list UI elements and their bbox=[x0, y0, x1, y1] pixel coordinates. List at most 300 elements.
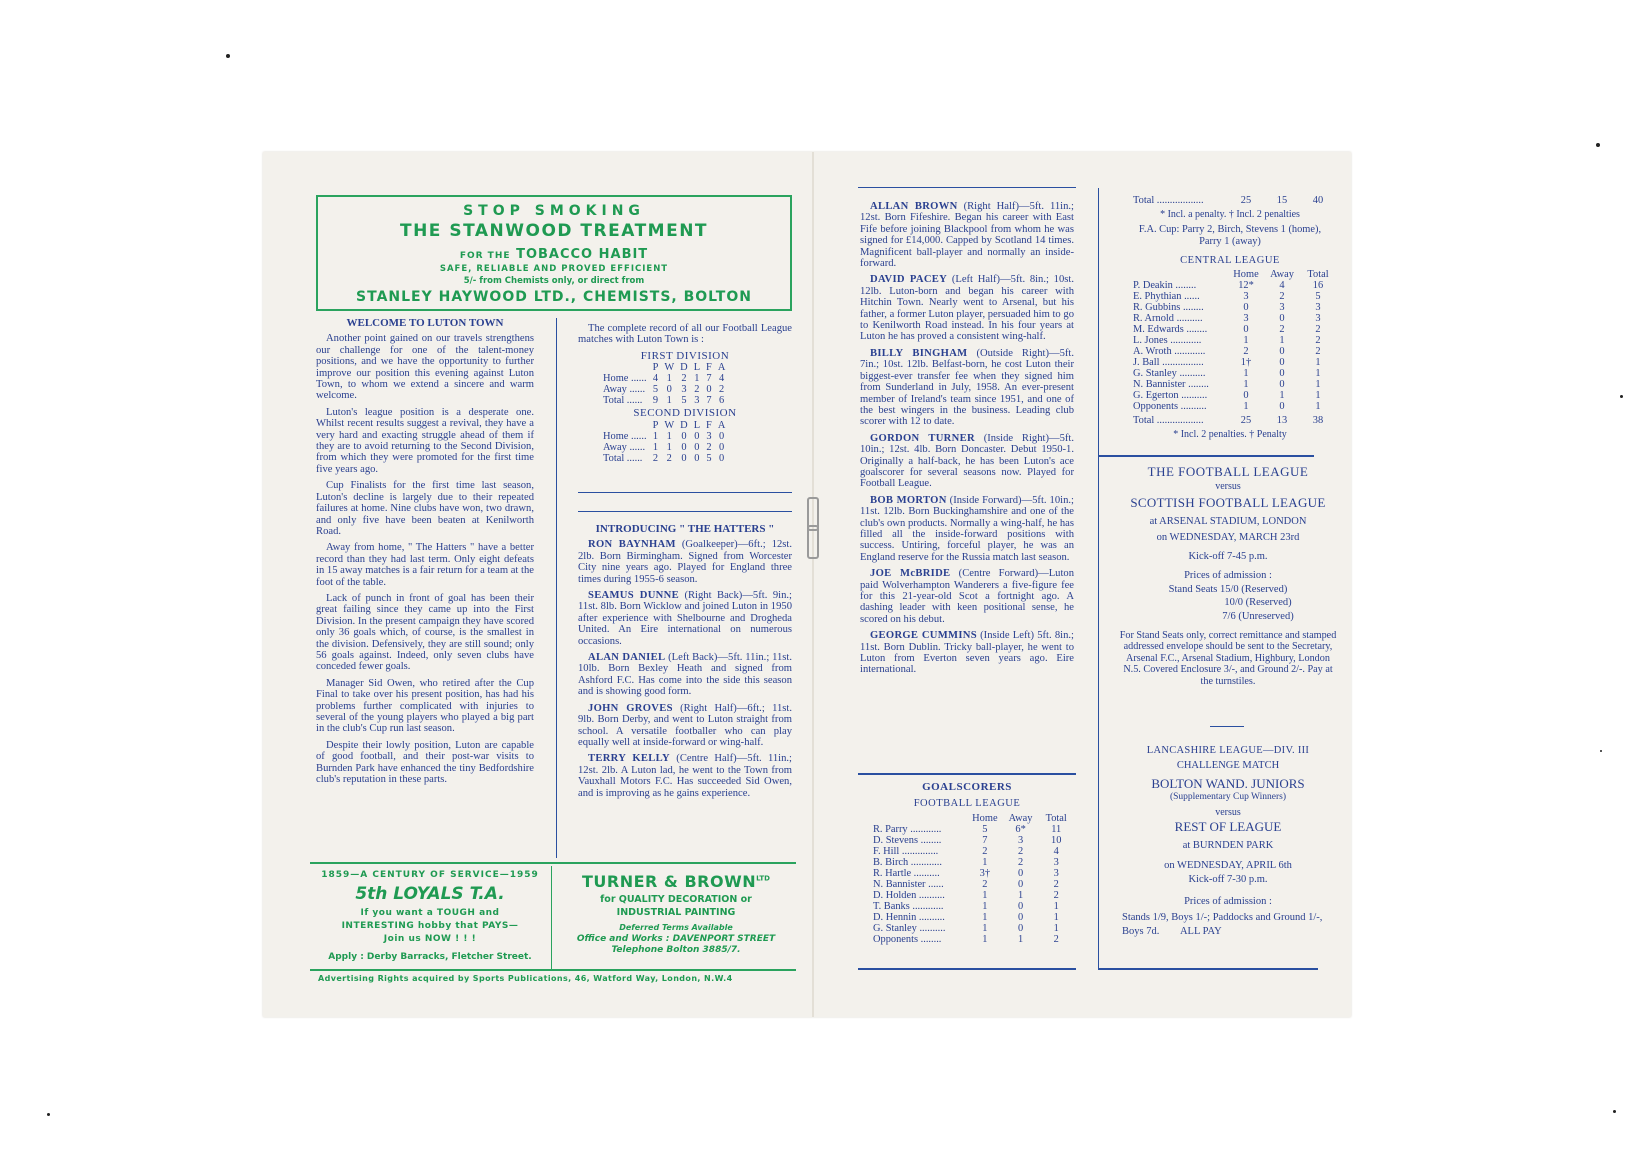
goal-count: 0 bbox=[1279, 356, 1285, 368]
goal-count: 0 bbox=[1279, 367, 1285, 379]
player-details: (Centre Half)—5ft. 11in.; 12st. 2lb. A Luton lad, he went to the Town from Vauxhall Motors F.C. Has succeeded Sid Owen, and is improving as he gains experience. bbox=[578, 753, 792, 799]
goal-count: 2 bbox=[1053, 878, 1059, 890]
player-name: ALAN DANIEL bbox=[588, 652, 666, 664]
fl-price: 7/6 (Unreserved) bbox=[1222, 610, 1294, 622]
advert-purpose bbox=[318, 243, 790, 262]
goal-count: 1 bbox=[982, 900, 988, 912]
column-rule bbox=[1098, 188, 1099, 968]
table-row bbox=[600, 431, 728, 442]
goal-count: 1 bbox=[1243, 334, 1249, 346]
cell: 1 bbox=[652, 441, 659, 453]
header-f: F bbox=[706, 362, 712, 374]
table-header-row bbox=[600, 420, 728, 431]
goalscorers-continued bbox=[1124, 195, 1336, 440]
row-label: Total .................. bbox=[1133, 195, 1204, 206]
scorer-name: G. Stanley .......... bbox=[1133, 367, 1206, 379]
scorer-name: B. Birch ............ bbox=[873, 856, 942, 868]
lancs-date: on WEDNESDAY, APRIL 6th bbox=[1164, 859, 1292, 871]
goal-count: 1 bbox=[1053, 911, 1059, 923]
fl-price: 10/0 (Reserved) bbox=[1224, 597, 1292, 609]
table-row bbox=[870, 923, 1074, 934]
table-row bbox=[870, 846, 1074, 857]
cell: 6 bbox=[718, 395, 725, 407]
player-name: GEORGE CUMMINS bbox=[870, 630, 977, 642]
section-rule bbox=[578, 511, 792, 512]
goal-count: 1 bbox=[982, 911, 988, 923]
lancs-prices-title: Prices of admission : bbox=[1184, 895, 1272, 907]
cell: 0 bbox=[718, 441, 725, 453]
header-total: Total bbox=[1045, 812, 1067, 824]
cell: 0 bbox=[694, 452, 700, 464]
cell: 7 bbox=[706, 395, 712, 407]
player-details: (Left Half)—5ft. 8in.; 10st. 12lb. Luton-born and began his career with Hitchin Town. Nearly went to Arsenal, but his father, a former Luton player, persuaded him to go to Kenilworth Road instead. In his four years at Luton he has proved a consistent wing-half. bbox=[860, 274, 1074, 343]
fl-kickoff: Kick-off 7-45 p.m. bbox=[1188, 551, 1268, 563]
cell: 40 bbox=[1312, 195, 1324, 206]
second-division-table bbox=[600, 420, 728, 464]
fa-cup-scorers: F.A. Cup: Parry 2, Birch, Stevens 1 (home), Parry 1 (away) bbox=[1138, 224, 1322, 247]
table-row bbox=[870, 868, 1074, 879]
scorer-name: N. Bannister ........ bbox=[1133, 378, 1209, 390]
goal-count: 3 bbox=[1243, 290, 1249, 302]
player-details: (Goalkeeper)—6ft.; 12st. 2lb. Born Birmingham. Signed from Worcester City nine years ago. Played for England three times during 1955-6 season. bbox=[578, 539, 792, 585]
table-row bbox=[870, 835, 1074, 846]
header-w: W bbox=[664, 362, 675, 374]
goal-count: 2 bbox=[1315, 323, 1321, 335]
player-name: BILLY BINGHAM bbox=[870, 347, 968, 359]
cell: 1 bbox=[694, 373, 700, 385]
table-header-row bbox=[1130, 269, 1336, 280]
goalscorers-total-table bbox=[1130, 195, 1336, 206]
player-name: GORDON TURNER bbox=[870, 432, 975, 444]
scorer-name: Opponents .......... bbox=[1133, 400, 1207, 412]
welcome-title: WELCOME TO LUTON TOWN bbox=[346, 317, 504, 329]
goal-count: 1 bbox=[982, 922, 988, 934]
section-rule bbox=[1098, 455, 1314, 457]
goal-count: 1 bbox=[1017, 933, 1024, 945]
table-header-row bbox=[870, 813, 1074, 824]
header-d: D bbox=[680, 362, 688, 374]
goal-count: 0 bbox=[1017, 878, 1024, 890]
player-name: JOHN GROVES bbox=[588, 702, 673, 714]
player-name: SEAMUS DUNNE bbox=[588, 590, 679, 602]
advert-rule bbox=[310, 862, 796, 864]
goal-count: 0 bbox=[1017, 911, 1024, 923]
turner-brown-phone: Telephone Bolton 3885/7. bbox=[611, 945, 741, 955]
goal-count: 4 bbox=[1053, 845, 1059, 857]
goal-count: 7 bbox=[982, 834, 988, 846]
player-bio bbox=[860, 274, 1074, 342]
loyals-century: 1859—A CENTURY OF SERVICE—1959 bbox=[321, 870, 539, 880]
goal-count: 2 bbox=[1017, 845, 1024, 857]
goal-count: 3 bbox=[1053, 867, 1059, 879]
scorer-name: T. Banks ............ bbox=[873, 900, 944, 912]
cell: 2 bbox=[652, 452, 659, 464]
lancs-team: BOLTON WAND. JUNIORS bbox=[1151, 775, 1305, 791]
player-details: (Right Half)—6ft.; 11st. 9lb. Born Derby, and went to Luton straight from school. A versatile footballer who can play equally well at inside-forward or wing-half. bbox=[578, 702, 792, 748]
cell: 0 bbox=[681, 452, 687, 464]
lancs-prices bbox=[1118, 911, 1338, 939]
goal-count: 3† bbox=[979, 867, 991, 879]
table-header-row bbox=[600, 362, 728, 373]
loyals-pitch: If you want a TOUGH and INTERESTING hobby that PAYS— Join us NOW ! ! ! bbox=[341, 908, 519, 944]
header-total: Total bbox=[1307, 268, 1329, 280]
lancs-opponent: REST OF LEAGUE bbox=[1174, 819, 1282, 835]
player-details: (Inside Left) 5ft. 8in.; 11st. Born Dublin. Tricky ball-player, he went to Luton from Everton seven years ago. Eire international. bbox=[860, 630, 1074, 676]
row-label: Total .................. bbox=[1133, 414, 1204, 426]
goal-count: 0 bbox=[1279, 312, 1285, 324]
cell: 1 bbox=[666, 441, 672, 453]
advert-company: STANLEY HAYWOOD LTD., CHEMISTS, BOLTON bbox=[356, 289, 752, 305]
goal-count: 2 bbox=[982, 845, 988, 857]
cell: 0 bbox=[706, 384, 712, 396]
scorer-name: D. Hennin .......... bbox=[873, 911, 945, 923]
table-row bbox=[870, 824, 1074, 835]
player-name: RON BAYNHAM bbox=[588, 539, 676, 551]
cell: 0 bbox=[718, 430, 725, 442]
lancs-price-list: Stands 1/9, Boys 1/-; Paddocks and Ground 1/-, Boys 7d. bbox=[1122, 912, 1323, 938]
row-label: Away ...... bbox=[603, 441, 646, 453]
cell: 0 bbox=[681, 441, 687, 453]
goal-count: 1 bbox=[982, 889, 988, 901]
header-f: F bbox=[706, 419, 712, 431]
header-l: L bbox=[693, 419, 701, 431]
scorer-name: L. Jones ............ bbox=[1133, 334, 1202, 346]
goal-count: 3 bbox=[1279, 301, 1285, 313]
advert-purpose-main: TOBACCO HABIT bbox=[516, 247, 649, 262]
player-bio bbox=[578, 590, 792, 647]
header-away: Away bbox=[1008, 812, 1033, 824]
goal-count: 0 bbox=[1279, 345, 1285, 357]
player-name: ALLAN BROWN bbox=[870, 201, 958, 212]
table-row bbox=[600, 384, 728, 395]
goal-count: 1 bbox=[1279, 334, 1285, 346]
table-row bbox=[1130, 346, 1336, 357]
advert-product: THE STANWOOD TREATMENT bbox=[399, 221, 709, 241]
goal-count: 1 bbox=[1315, 356, 1321, 368]
lancs-title: LANCASHIRE LEAGUE—DIV. III bbox=[1146, 745, 1310, 756]
cell: 0 bbox=[694, 430, 700, 442]
fl-venue: at ARSENAL STADIUM, LONDON bbox=[1149, 516, 1307, 528]
welcome-article bbox=[316, 318, 534, 790]
header-a: A bbox=[717, 362, 726, 374]
scorer-name: D. Holden .......... bbox=[873, 889, 945, 901]
cell: 1 bbox=[666, 373, 672, 385]
advert-headline: STOP SMOKING bbox=[463, 203, 645, 219]
advert-rule bbox=[310, 969, 796, 971]
lancs-venue: at BURNDEN PARK bbox=[1182, 840, 1274, 852]
goal-count: 0 bbox=[1243, 323, 1249, 335]
cell: 1 bbox=[666, 395, 672, 407]
cell: 9 bbox=[652, 395, 659, 407]
scorer-name: P. Deakin ........ bbox=[1133, 279, 1197, 291]
player-bio bbox=[578, 652, 792, 698]
turner-brown-ltd: LTD bbox=[756, 874, 770, 883]
cell: 7 bbox=[706, 373, 712, 385]
table-row bbox=[870, 934, 1074, 945]
dust-speck bbox=[1620, 395, 1623, 398]
goal-count: 1 bbox=[1315, 378, 1321, 390]
cell: 3 bbox=[681, 384, 687, 396]
turner-brown-address: Office and Works : DAVENPORT STREET bbox=[576, 934, 776, 944]
section-rule bbox=[1098, 968, 1318, 970]
goal-count: 4 bbox=[1279, 279, 1285, 291]
dust-speck bbox=[1600, 750, 1602, 752]
player-details: (Outside Right)—5ft. 7in.; 10st. 12lb. Belfast-born, he cost Luton their biggest-ever transfer fee when they signed him from Sunderland in July, 1958. An ever-present member of Ireland's team since 1951, and one of the best wingers in the business. Leading club scorer with 12 to date. bbox=[860, 347, 1074, 428]
lancs-team-note: (Supplementary Cup Winners) bbox=[1169, 792, 1287, 803]
table-row bbox=[1130, 280, 1336, 291]
goal-count: 1† bbox=[1240, 356, 1252, 368]
lancs-all-pay: ALL PAY bbox=[1179, 926, 1222, 938]
table-row bbox=[1130, 335, 1336, 346]
row-label: Away ...... bbox=[603, 384, 646, 396]
welcome-paragraph: Cup Finalists for the first time last season, Luton's decline is largely due to their repeated failures at home. Nine clubs have won, two drawn, and only five have been beaten at Kenilworth Road. bbox=[316, 480, 534, 537]
welcome-paragraph: Despite their lowly position, Luton are capable of good football, and their post-war visits to Burnden Park have enhanced the tiny Bedfordshire club's reputation in these parts. bbox=[316, 739, 534, 786]
row-label: Home ...... bbox=[603, 373, 647, 385]
fl-versus: versus bbox=[1215, 481, 1241, 493]
dust-speck bbox=[47, 1113, 50, 1116]
goalscorers-note: * Incl. a penalty. † Incl. 2 penalties bbox=[1160, 209, 1300, 220]
goal-count: 2 bbox=[1017, 856, 1024, 868]
goal-count: 6* bbox=[1015, 823, 1026, 835]
goal-count: 2 bbox=[1315, 334, 1321, 346]
cell: 3 bbox=[706, 430, 712, 442]
goal-count: 5 bbox=[982, 823, 988, 835]
player-details: (Inside Forward)—5ft. 10in.; 11st. 12lb. Born Buckinghamshire and one of the club's own products. Normally a wing-half, he has filled all the inside-forward positions with success. Untiring, forceful player, he was an England reserve for the Russia match last season. bbox=[860, 494, 1074, 563]
cell: 0 bbox=[666, 384, 672, 396]
header-home: Home bbox=[1233, 268, 1259, 280]
goal-count: 1 bbox=[1053, 922, 1059, 934]
turner-brown-services: for QUALITY DECORATION or INDUSTRIAL PAINTING bbox=[600, 894, 752, 918]
table-row bbox=[1130, 313, 1336, 324]
table-row bbox=[1130, 302, 1336, 313]
central-league-title: CENTRAL LEAGUE bbox=[1180, 255, 1280, 267]
scorer-name: J. Ball ................ bbox=[1133, 356, 1204, 368]
table-row bbox=[1130, 357, 1336, 368]
goal-count: 2 bbox=[982, 878, 988, 890]
goal-count: 1 bbox=[982, 933, 988, 945]
scorer-name: F. Hill .............. bbox=[873, 845, 939, 857]
loyals-name: 5th LOYALS T.A. bbox=[355, 884, 505, 904]
goal-count: 1 bbox=[1053, 900, 1059, 912]
welcome-paragraph: Another point gained on our travels strengthens our challenge for one of the talent-money positions, and we have the opportunity to further improve our position this evening against Luton Town, to whom we extend a sincere and warm welcome. bbox=[316, 333, 534, 402]
goal-count: 25 bbox=[1240, 414, 1252, 426]
goal-count: 2 bbox=[1279, 290, 1285, 302]
goal-count: 1 bbox=[1017, 889, 1024, 901]
player-name: JOE McBRIDE bbox=[870, 568, 951, 580]
central-league-rows bbox=[1130, 280, 1336, 426]
lancs-subtitle: CHALLENGE MATCH bbox=[1176, 760, 1280, 772]
goalscorers-table bbox=[870, 813, 1074, 945]
row-label: Home ...... bbox=[603, 430, 647, 442]
first-division-title: FIRST DIVISION bbox=[640, 349, 730, 362]
section-rule bbox=[858, 773, 1076, 775]
player-bio bbox=[578, 703, 792, 749]
scorer-name: M. Edwards ........ bbox=[1133, 323, 1208, 335]
row-label: Total ...... bbox=[603, 395, 643, 407]
header-home: Home bbox=[972, 812, 998, 824]
goalscorers-subtitle: FOOTBALL LEAGUE bbox=[913, 798, 1021, 810]
header-d: D bbox=[680, 419, 688, 431]
scorer-name: R. Arnold .......... bbox=[1133, 312, 1203, 324]
cell: 4 bbox=[652, 373, 659, 385]
turner-brown-name: TURNER & BROWN bbox=[581, 872, 757, 891]
player-bio bbox=[860, 201, 1074, 269]
cell: 25 bbox=[1240, 195, 1252, 206]
scorer-name: N. Bannister ...... bbox=[873, 878, 944, 890]
scorer-name: G. Egerton .......... bbox=[1133, 389, 1208, 401]
goal-count: 2 bbox=[1053, 933, 1059, 945]
goal-count: 16 bbox=[1312, 279, 1324, 291]
scorer-name: D. Stevens ........ bbox=[873, 834, 942, 846]
stanwood-advert bbox=[316, 195, 792, 311]
turner-brown-name-row bbox=[556, 872, 796, 891]
header-p: P bbox=[652, 362, 659, 374]
total-row bbox=[1130, 195, 1336, 206]
hatters-title: INTRODUCING " THE HATTERS " bbox=[595, 523, 775, 535]
dust-speck bbox=[1613, 1110, 1616, 1113]
scorer-name: E. Phythian ...... bbox=[1133, 290, 1200, 302]
cell: 5 bbox=[706, 452, 712, 464]
goal-count: 5 bbox=[1315, 290, 1321, 302]
cell: 1 bbox=[666, 430, 672, 442]
cell: 2 bbox=[694, 384, 700, 396]
hatters-continued bbox=[860, 201, 1074, 681]
goal-count: 3 bbox=[1315, 312, 1321, 324]
hatters-section bbox=[578, 524, 792, 804]
table-row bbox=[1130, 379, 1336, 390]
staple bbox=[807, 525, 819, 559]
cell: 15 bbox=[1276, 195, 1288, 206]
scorer-name: G. Stanley .......... bbox=[873, 922, 946, 934]
record-intro: The complete record of all our Football League matches with Luton Town is : bbox=[578, 323, 792, 346]
advert-purpose-prefix: FOR THE bbox=[459, 251, 511, 261]
goal-count: 1 bbox=[1279, 389, 1285, 401]
cell: 2 bbox=[718, 384, 725, 396]
row-label: Total ...... bbox=[603, 452, 643, 464]
fl-price: Stand Seats 15/0 (Reserved) bbox=[1168, 583, 1288, 595]
player-bio bbox=[860, 348, 1074, 428]
short-rule bbox=[1210, 726, 1244, 727]
central-league-table bbox=[1130, 269, 1336, 426]
welcome-paragraph: Luton's league position is a desperate one. Whilst recent results suggest a revival, they have a very hard and exacting struggle ahead of them if they are to avoid returning to the Second Division, from which they were promoted for the first time five years ago. bbox=[316, 406, 534, 475]
goalscorers-rows bbox=[870, 824, 1074, 945]
goal-count: 3 bbox=[1017, 834, 1024, 846]
player-details: (Centre Forward)—Luton paid Wolverhampton Wanderers a five-figure fee for this 21-year-old Scot a fortnight ago. A dashing leader with keen positional sense, he scored on his debut. bbox=[860, 568, 1075, 625]
centre-fold bbox=[812, 152, 814, 1017]
advertising-rights: Advertising Rights acquired by Sports Publications, 46, Watford Way, London, N.W.4 bbox=[318, 974, 733, 983]
player-details: (Inside Right)—5ft. 10in.; 12st. 4lb. Born Doncaster. Debut 1950-1. Originally a half-back, he has been Luton's ace goalscorer for several seasons now. Played for Football League. bbox=[860, 432, 1074, 490]
table-row bbox=[870, 879, 1074, 890]
goal-count: 38 bbox=[1312, 414, 1324, 426]
goal-count: 1 bbox=[1243, 367, 1249, 379]
player-bio bbox=[860, 433, 1074, 490]
fl-title: THE FOOTBALL LEAGUE bbox=[1147, 464, 1309, 479]
welcome-paragraph: Manager Sid Owen, who retired after the Cup Final to take over his present position, has had his problems further complicated with injuries to several of the young players who played a big part in the club's Cup run last season. bbox=[316, 677, 534, 735]
player-details: (Left Back)—5ft. 11in.; 11st. 10lb. Born Bexley Heath and signed from Ashford F.C. Has come into the side this season and is showing good form. bbox=[578, 652, 792, 698]
table-row bbox=[600, 395, 728, 406]
goal-count: 11 bbox=[1051, 823, 1062, 835]
table-row bbox=[1130, 401, 1336, 412]
goal-count: 0 bbox=[1243, 301, 1249, 313]
player-bio bbox=[860, 495, 1074, 563]
table-row bbox=[1130, 368, 1336, 379]
section-rule bbox=[858, 968, 1076, 970]
player-bio bbox=[860, 630, 1074, 676]
fl-prices-title: Prices of admission : bbox=[1184, 570, 1272, 582]
header-a: A bbox=[717, 419, 726, 431]
welcome-paragraph: Away from home, " The Hatters " have a better record than they had last term. Only eight defeats in 15 away matches is a fair return for a team at the foot of the table. bbox=[316, 542, 534, 588]
column-rule bbox=[556, 318, 557, 858]
goalscorers-title: GOALSCORERS bbox=[922, 781, 1012, 793]
goal-count: 1 bbox=[1243, 378, 1249, 390]
scorer-name: R. Parry ............ bbox=[873, 823, 942, 835]
goal-count: 0 bbox=[1017, 922, 1024, 934]
scorer-name: R. Gubbins ........ bbox=[1133, 301, 1204, 313]
goal-count: 1 bbox=[1315, 367, 1321, 379]
loyals-advert bbox=[310, 866, 550, 969]
goal-count: 0 bbox=[1279, 400, 1285, 412]
goal-count: 3 bbox=[1315, 301, 1321, 313]
scorer-name: A. Wroth ............ bbox=[1133, 345, 1206, 357]
section-rule bbox=[858, 187, 1076, 188]
player-name: BOB MORTON bbox=[870, 494, 947, 506]
football-league-notice bbox=[1118, 466, 1338, 687]
cell: 5 bbox=[681, 395, 687, 407]
cell: 2 bbox=[706, 441, 712, 453]
dust-speck bbox=[1596, 143, 1600, 147]
goal-count: 2 bbox=[1243, 345, 1249, 357]
cell: 1 bbox=[652, 430, 659, 442]
table-row bbox=[870, 912, 1074, 923]
central-league-note: * Incl. 2 penalties. † Penalty bbox=[1173, 428, 1287, 440]
table-row bbox=[1130, 324, 1336, 335]
goal-count: 2 bbox=[1315, 345, 1321, 357]
table-row bbox=[600, 442, 728, 453]
section-rule bbox=[578, 492, 792, 493]
goal-count: 0 bbox=[1279, 378, 1285, 390]
header-away: Away bbox=[1270, 268, 1294, 280]
table-row bbox=[870, 890, 1074, 901]
lancs-kickoff: Kick-off 7-30 p.m. bbox=[1188, 874, 1268, 886]
fl-date: on WEDNESDAY, MARCH 23rd bbox=[1156, 531, 1300, 543]
advert-claim: SAFE, RELIABLE AND PROVED EFFICIENT bbox=[439, 264, 669, 274]
cell: 2 bbox=[666, 452, 672, 464]
second-division-title: SECOND DIVISION bbox=[633, 407, 737, 420]
header-w: W bbox=[664, 419, 675, 431]
goal-count: 1 bbox=[1315, 389, 1321, 401]
scorer-name: Opponents ........ bbox=[873, 933, 942, 945]
goal-count: 1 bbox=[1243, 400, 1249, 412]
player-details: (Right Half)—5ft. 11in.; 12st. Born Fifeshire. Began his career with East Fife before joining Blackpool from whom he was signed for £14,000. Capped by Scotland 14 times. Magnificent ball-player and normally an inside-forward. bbox=[860, 201, 1074, 270]
player-details: (Right Back)—5ft. 9in.; 11st. 8lb. Born Wicklow and joined Luton in 1950 after experience with Shelbourne and Drogheda United. An Eire international on numerous occasions. bbox=[578, 590, 792, 647]
loyals-apply: Apply : Derby Barracks, Fletcher Street. bbox=[328, 952, 532, 962]
goal-count: 0 bbox=[1017, 900, 1024, 912]
table-row bbox=[870, 857, 1074, 868]
fl-ticket-info: For Stand Seats only, correct remittance and stamped addressed envelope should be sent to the Secretary, Arsenal F.C., Arsenal Stadium, Highbury, London N.5. Covered Enclosure 3/-, and Ground 2/-. Pay at the turnstiles. bbox=[1119, 630, 1337, 687]
advert-divider bbox=[551, 866, 552, 969]
goal-count: 1 bbox=[1315, 400, 1321, 412]
table-row bbox=[600, 373, 728, 384]
table-row bbox=[1130, 291, 1336, 302]
cell: 0 bbox=[681, 430, 687, 442]
table-row bbox=[870, 901, 1074, 912]
header-p: P bbox=[652, 419, 659, 431]
goal-count: 10 bbox=[1051, 834, 1062, 846]
goal-count: 2 bbox=[1279, 323, 1285, 335]
table-row bbox=[600, 453, 728, 464]
lancs-versus: versus bbox=[1215, 806, 1241, 818]
first-division-table bbox=[600, 362, 728, 406]
